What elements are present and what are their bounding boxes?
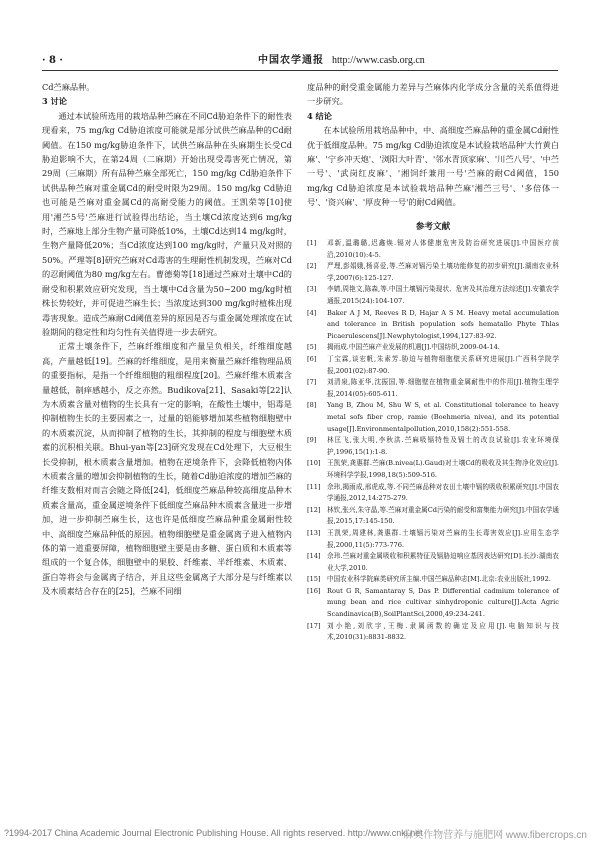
- reference-text: 刘小艳,刘欣宇,王梅.隶属函数的确定及应用[J].电脑知识与技术,2010(31):8831-8832.: [327, 621, 559, 642]
- reference-number: [10]: [307, 459, 321, 468]
- references-title: 参考文献: [415, 221, 451, 232]
- reference-text: 丁宝霖,谈宏帆,朱素芳.胁迫与植物细胞壁关系研究进展[J].广西科学院学报,2001(02):87-90.: [327, 355, 559, 375]
- reference-item: [307, 551, 559, 574]
- reference-text: Yang B, Zhou M, Shu W S, et al. Constitutional tolerance to heavy metal sofs fiber crop, ramie (Boehmeria nivea), and its potential usage[J].Environmentalpollution,2010,158(2):551-558.: [327, 401, 559, 433]
- discussion-continuation: 度品种的耐受重金属能力差异与苎麻体内化学成分含量的关系值得进一步研究。: [307, 82, 559, 107]
- reference-item: [307, 377, 559, 400]
- reference-text: 严理,彭娟娥,杨喜爱,等.苎麻对镉污染土壤功能修复的初步研究[J].湖南农业科学,2007(6):125-127.: [327, 262, 559, 282]
- journal-url[interactable]: http://www.casb.org.cn: [332, 55, 425, 66]
- reference-item: [307, 342, 559, 354]
- left-column: [42, 80, 292, 599]
- reference-item: [307, 354, 559, 377]
- reference-item: [307, 435, 559, 458]
- reference-item: [307, 528, 559, 551]
- reference-text: 林钦,张兴,朱守晶,等.苎麻对重金属Cd污染的耐受和富集能力研究[J].中国农学通报,2015,17:145-150.: [327, 505, 559, 526]
- reference-text: 揭雨成.中国苎麻产业发展的机遇[J].中国纺织,2009-04-14.: [327, 343, 500, 352]
- reference-number: [14]: [307, 552, 321, 561]
- reference-number: [9]: [307, 436, 317, 445]
- reference-text: 李婧,周艳文,陈森,等.中国土壤镉污染现状、危害及其治理方法综述[J].安徽农学通报,2015(24):104-107.: [327, 285, 559, 306]
- reference-item: [307, 261, 559, 284]
- reference-number: [1]: [307, 239, 317, 248]
- watermark: 麻类作物营养与施肥网 www.fibercrops.cn: [403, 830, 587, 841]
- section-3-title: 3 讨论: [42, 96, 67, 107]
- reference-item: [307, 482, 559, 505]
- reference-number: [7]: [307, 378, 317, 387]
- reference-text: 佘玮.苎麻对重金属吸收和积累特征及镉胁迫响应基因表达研究[D].长沙:湖南农业大学,2010.: [327, 552, 559, 572]
- page-footer: [0, 826, 595, 842]
- conclusion-paragraph: 在本试验所用栽培品种中，中、高细度苎麻品种的重金属Cd耐性优于低细度品种。75 mg/kg Cd胁迫浓度是本试验栽培品种'大竹黄白麻'、'宁乡冲天炮'、'浏阳大叶青'、'邻水青顶家麻'、'川苎八号'、'中苎一号'、'武岗红皮麻'、'湘饲纤兼用一号'苎麻的耐Cd阈值，150 mg/kg Cd胁迫浓度是本试验栽培品种苎麻'湘苎三号'、'多倍体一号'、'资兴麻'、'厚皮种一号'的耐Cd阈值。: [307, 125, 559, 208]
- intro-tail: Cd苎麻品种。: [42, 82, 95, 92]
- page-header: [42, 52, 558, 71]
- reference-item: [307, 400, 559, 435]
- reference-item: [307, 308, 559, 343]
- reference-text: 王凯荣,龚惠群.苎麻(B.nivea(L).Gaud)对土壤Cd的吸收及其生物净化效应[J].环境科学学报,1998,18(5):509-516.: [327, 459, 559, 479]
- reference-item: [307, 284, 559, 307]
- reference-text: 刘清泉,陈亚华,沈振国,等.细胞壁在植物重金属耐性中的作用[J].植物生理学报,2014(05):605-611.: [327, 378, 559, 398]
- discussion-paragraph-2: 正常土壤条件下，苎麻纤维细度和产量呈负相关，纤维细度越高，产量越低[19]。苎麻的纤维细度，是用来衡量苎麻纤维物理品质的重要指标，是指一个纤维细胞的粗细程度[20]。苎麻纤维木质素含量越低，制痒感越小，反之亦然。Budikova[21]、Sasaki等[22]认为木质素含量对植物的生长具有一定的影响，在酸性土壤中，铝毒是抑制植物生长的主要因素之一，过量的铝能够增加某些植物细胞壁中的木质素沉淀，从而抑制了植物的生长，其抑制的程度与细胞壁木质素的沉积相关联。Bhui-yan等[23]研究发现在Cd处理下，大豆根生长受抑制，根木质素含量增加。植物在逆境条件下，会降低植物内体木质素含量的增加会抑制植物的生长，随着Cd胁迫浓度的增加苎麻的纤维支数相对而言会随之降低[24]，低细度苎麻品种较高细度品种木质素含量高，重金属逆境条件下低细度苎麻品种木质素含量进一步增加，进一步抑制苎麻生长，这也许是低细度苎麻品种重金属耐性较中、高细度苎麻品种低的原因。植物细胞壁是重金属离子进入植物内体的第一道重要屏障，植物细胞壁主要是由多糖、蛋白质和木质素等组成的一个复合体，细胞壁中的果胶、纤维素、半纤维素、木质素、蛋白等将会与金属离子结合，并且这些金属离子大部分是与纤维素以及木质素结合存在的[25]，苎麻不同细: [42, 341, 292, 597]
- right-column: [307, 80, 559, 644]
- journal-name: 中国农学通报: [258, 55, 324, 66]
- reference-item: [307, 586, 559, 621]
- reference-number: [12]: [307, 505, 321, 514]
- reference-number: [6]: [307, 355, 317, 363]
- reference-text: Baker A J M, Reeves R D, Hajar A S M. Heavy metal accumulation and tolerance in British population sofs hematallo Phyte Thlas Picaerulescens[J].Newphytologist,1994,127:83-92.: [327, 308, 559, 340]
- copyright-notice: ?1994-2017 China Academic Journal Electronic Publishing House. All rights reserved. http://www.cnki.net: [4, 828, 423, 838]
- reference-text: 邓新,温璐璐,迟鑫焕.镉对人体健康危害及防治研究进展[J].中国医疗前沿,2010(10):4-5.: [327, 239, 559, 259]
- reference-number: [11]: [307, 482, 321, 491]
- reference-text: 佘玮,揭雨成,邢虎成,等.不同苎麻品种对农田土壤中镉的吸收积累研究[J].中国农学通报,2012,14:275-279.: [327, 482, 559, 503]
- reference-text: 王凯荣,周建林,龚惠群.土壤镉污染对苎麻的生长毒害效应[J].应用生态学报,2000,11(5):773-776.: [327, 528, 559, 549]
- reference-item: [307, 458, 559, 481]
- reference-item: [307, 621, 559, 644]
- section-4-title: 4 结论: [307, 110, 332, 121]
- reference-text: Rout G R, Samantaray S, Das P. Differential cadmium tolerance of mung bean and rice cultivar sinhydroponic culture[J].Acta Agric Scandinavica(B),SoilPlantSci,2000,49:234-241.: [327, 586, 559, 619]
- reference-item: [307, 238, 559, 261]
- reference-number: [15]: [307, 575, 321, 584]
- reference-text: 林匡飞,张大明,李秋洪.苎麻吸镉特性及镉土的改良试验[J].农业环境保护,1996,15(1):1-8.: [327, 436, 559, 456]
- reference-item: [307, 574, 559, 586]
- reference-number: [13]: [307, 528, 321, 537]
- reference-number: [2]: [307, 262, 317, 271]
- reference-number: [4]: [307, 308, 317, 317]
- reference-number: [8]: [307, 401, 317, 410]
- reference-number: [3]: [307, 285, 317, 294]
- page-number: · 8 ·: [42, 55, 63, 66]
- reference-text: 中国农业科学院麻类研究所主编.中国苎麻品种志[M].北京:农业出版社,1992.: [327, 575, 551, 584]
- reference-number: [16]: [307, 586, 321, 595]
- references-list: [307, 238, 559, 644]
- discussion-paragraph-1: 通过本试验所选用的栽培品种苎麻在不同Cd胁迫条件下的耐性表现看来，75 mg/kg Cd胁迫浓度可能就是部分试供苎麻品种的Cd耐阈值。在150 mg/kg胁迫条件下，试供苎麻品种在头麻期生长受Cd胁迫影响不大，在第24周（二麻期）开始出现受毒害死亡情况，第29周（三麻期）所有品种苎麻全部死亡，150 mg/kg Cd胁迫条件下试供品种苎麻对重金属Cd的耐受时限为29周。150 mg/kg Cd胁迫也可能是苎麻对重金属Cd的高耐受能力的阈值。王凯荣等[10]使用'湘苎5号'苎麻进行试验得出结论，当土壤Cd浓度达到6 mg/kg时，苎麻地上部分生物产量可降低10%，土壤Cd达到14 mg/kg时，生物产量降低20%；当Cd浓度达到100 mg/kg时，产量只及对照的50%。严理等[8]研究苎麻对Cd毒害的生理耐性机制发现，苎麻对Cd的忍耐阈值为80 mg/kg左右。曹德菊等[18]通过苎麻对土壤中Cd的耐受和积累效应研究发现，当土壤中Cd含量为50~200 mg/kg时植株长势较好，并可促进苎麻生长；当浓度达到300 mg/kg时植株出现毒害现象。造成苎麻耐Cd阈值差异的原因是否与重金属处理浓度在试验期间的稳定性和均匀性有关值得进一步去研究。: [42, 110, 292, 337]
- reference-number: [17]: [307, 621, 321, 630]
- reference-number: [5]: [307, 343, 317, 352]
- reference-item: [307, 505, 559, 528]
